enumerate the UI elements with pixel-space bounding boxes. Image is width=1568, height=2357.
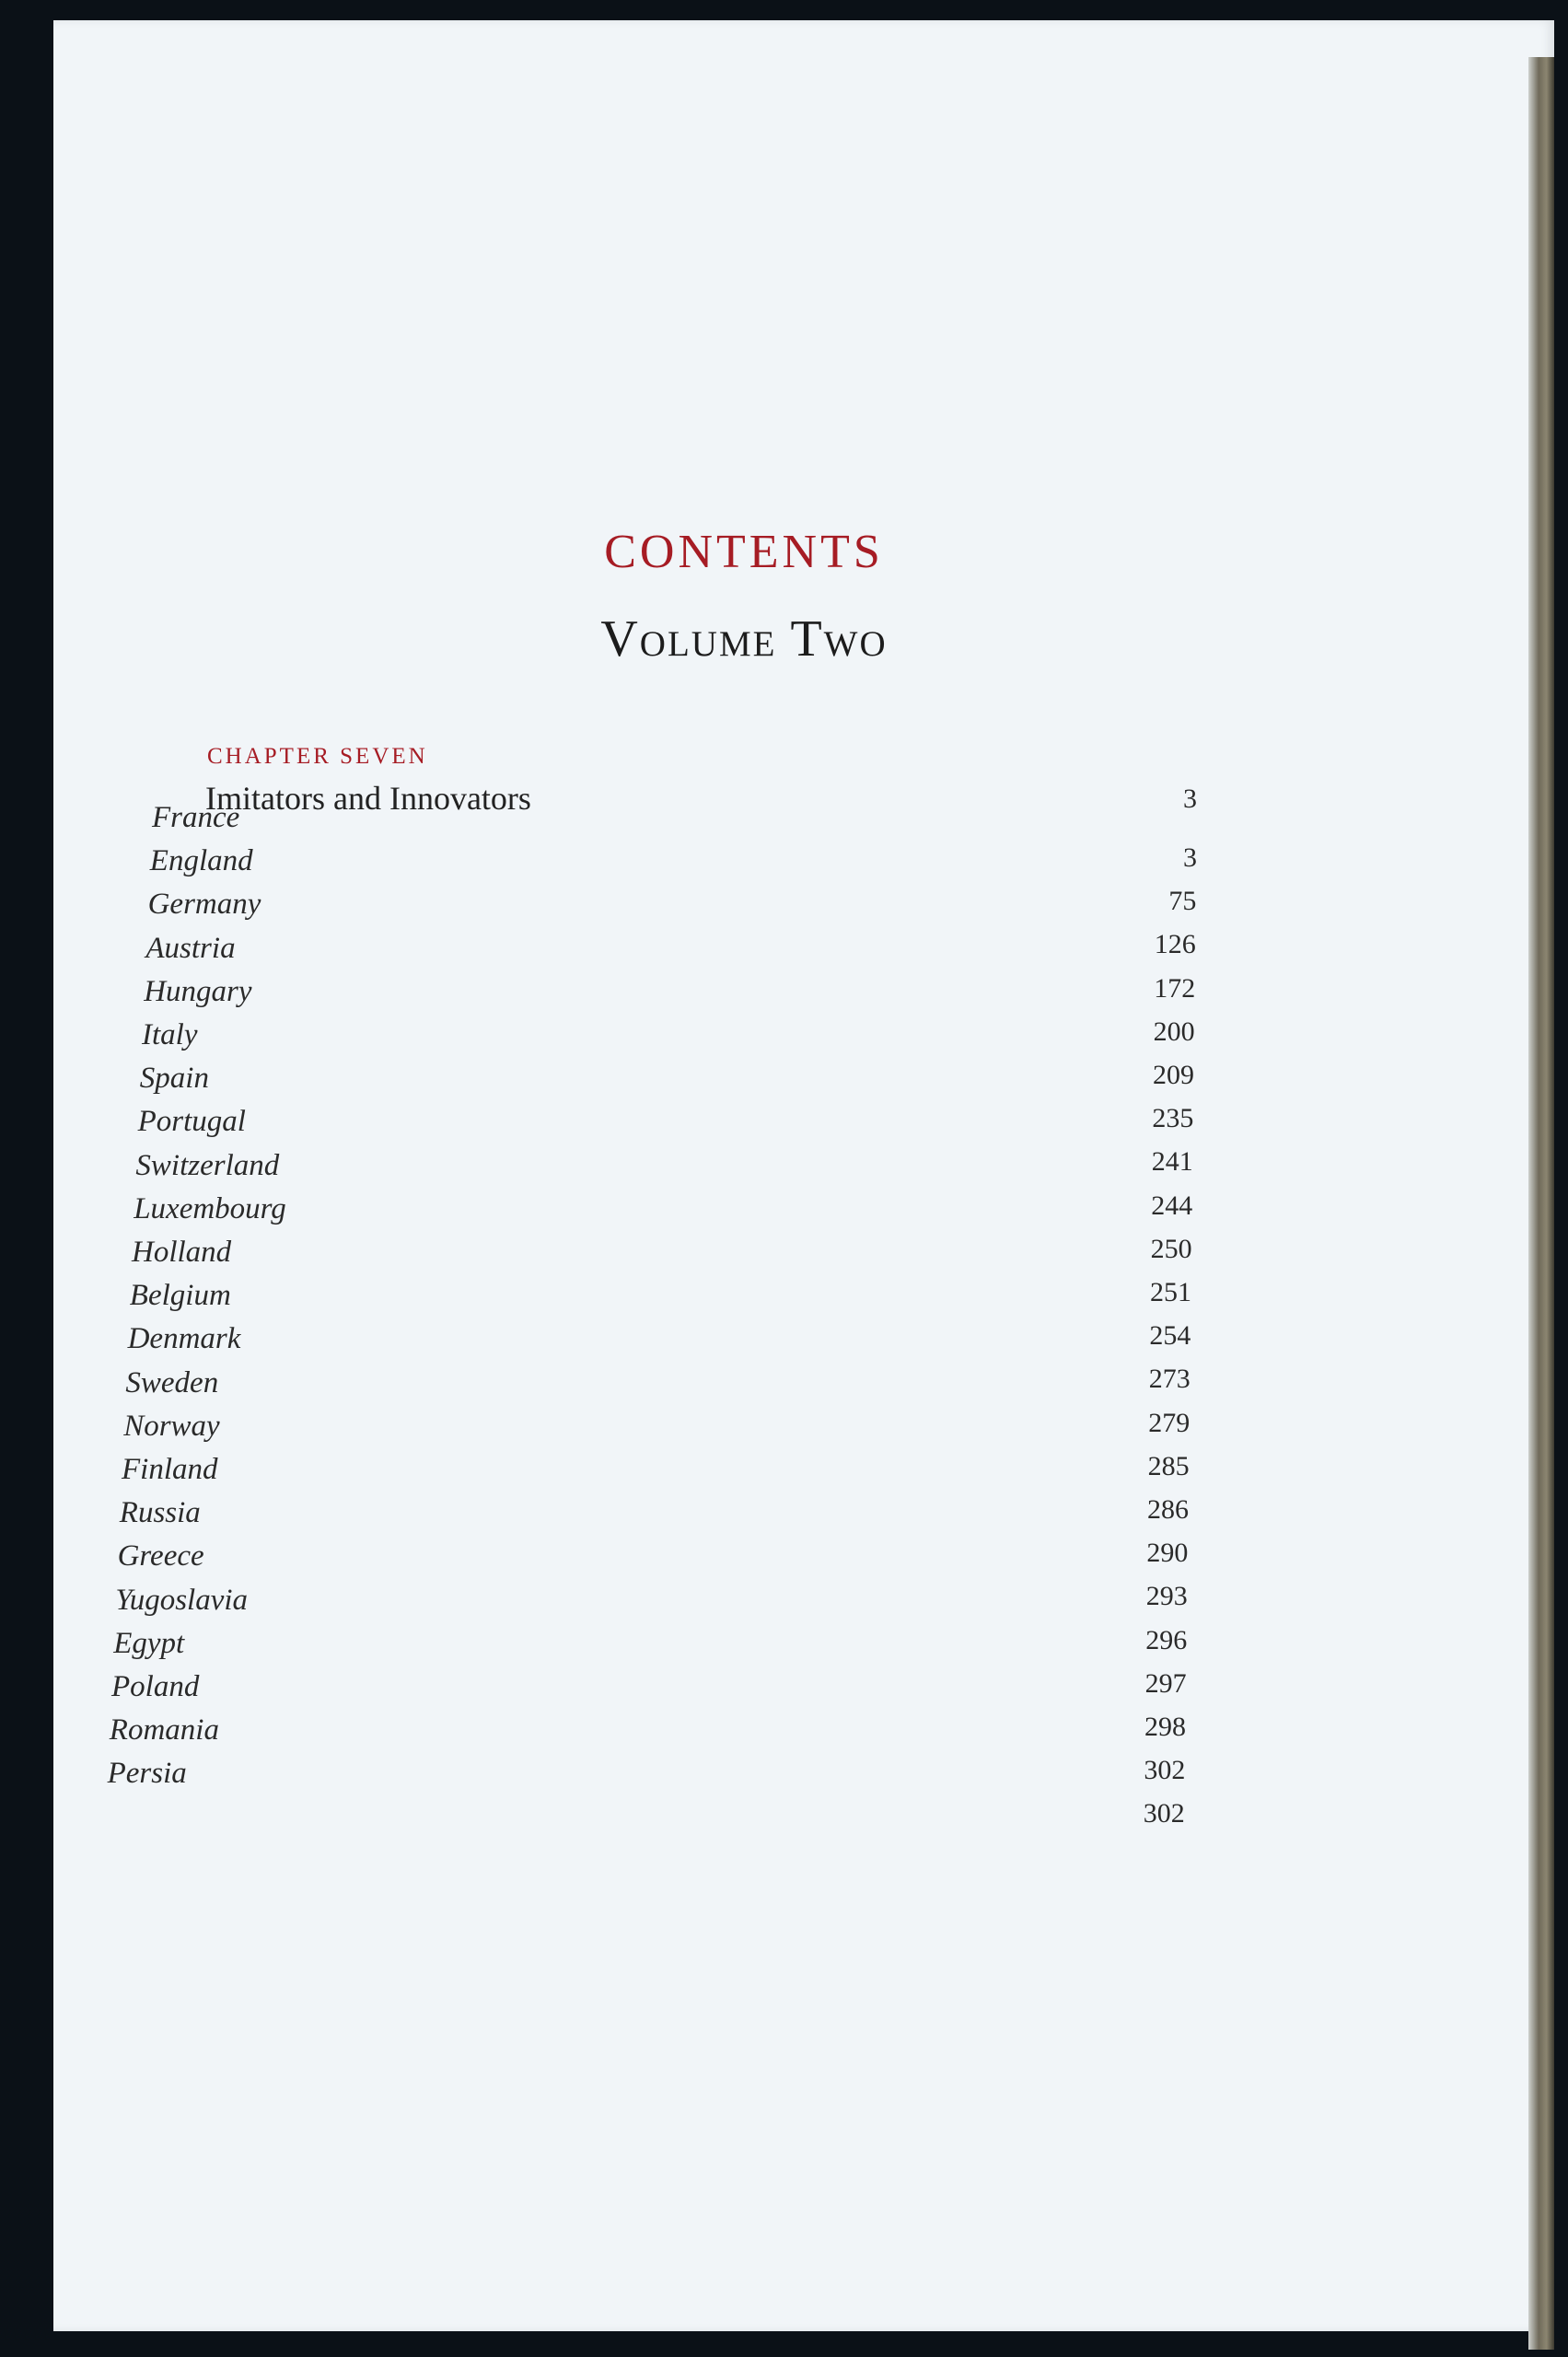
chapter-page-number: 3 <box>1183 784 1197 814</box>
toc-entry-page-number: 209 <box>1153 1060 1194 1090</box>
toc-entry-page-number: 244 <box>1151 1190 1193 1221</box>
chapter-label: CHAPTER SEVEN <box>207 744 428 769</box>
toc-entry-page-number: 172 <box>1154 972 1196 1004</box>
toc-entry-page-number: 254 <box>1149 1320 1191 1352</box>
toc-entry-page-number: 250 <box>1150 1233 1192 1264</box>
toc-entry-page-number: 241 <box>1151 1146 1193 1178</box>
toc-entry-name: England <box>149 844 253 878</box>
toc-entry-name: Poland <box>111 1670 200 1703</box>
volume-heading: Volume Two <box>600 610 888 668</box>
book-page <box>53 20 1554 2331</box>
toc-entry-name: Egypt <box>113 1626 185 1660</box>
toc-entry-name: Russia <box>119 1496 201 1530</box>
toc-entry-name: Yugoslavia <box>115 1583 249 1617</box>
toc-entry-name: Finland <box>122 1453 218 1486</box>
toc-entry-page-number: 286 <box>1147 1494 1189 1525</box>
page-edge <box>1528 57 1554 2350</box>
toc-entry-name: Norway <box>123 1409 220 1443</box>
toc-entry-name: Germany <box>147 888 261 922</box>
toc-entry-page-number: 285 <box>1147 1450 1190 1481</box>
toc-entry-page-number: 302 <box>1143 1798 1185 1829</box>
toc-entry-page-number: 293 <box>1145 1581 1188 1612</box>
toc-entry-page-number: 75 <box>1168 886 1197 917</box>
toc-entry-name: Austria <box>145 931 236 965</box>
toc-entry-page-number: 298 <box>1144 1712 1186 1742</box>
toc-entry-name: Romania <box>109 1713 219 1747</box>
toc-entry-page-number: 251 <box>1150 1277 1191 1307</box>
toc-entry-page-number: 273 <box>1148 1364 1191 1395</box>
toc-entry-page-number: 279 <box>1148 1407 1191 1438</box>
toc-entry-name: Portugal <box>137 1105 246 1139</box>
contents-heading: CONTENTS <box>604 526 884 578</box>
toc-entry-name: Belgium <box>129 1279 231 1313</box>
toc-entry-name: Persia <box>107 1757 187 1791</box>
toc-entry-name: Spain <box>139 1062 209 1096</box>
toc-entry-name: France <box>152 801 240 834</box>
toc-entry-page-number: 200 <box>1153 1016 1195 1047</box>
toc-entry-name: Switzerland <box>135 1148 280 1182</box>
chapter-title: Imitators and Innovators <box>205 780 531 817</box>
toc-entry-page-number: 302 <box>1144 1755 1186 1786</box>
toc-entry-page-number: 126 <box>1154 929 1196 960</box>
toc-entry-name: Greece <box>117 1539 204 1573</box>
toc-entry-name: Sweden <box>125 1365 219 1399</box>
toc-entry-name: Denmark <box>127 1322 241 1356</box>
toc-entry-page-number: 3 <box>1183 842 1197 873</box>
toc-entry-name: Holland <box>132 1236 232 1269</box>
toc-entry-name: Hungary <box>144 974 252 1008</box>
toc-entry-page-number: 235 <box>1152 1103 1194 1134</box>
toc-entry-name: Italy <box>142 1018 198 1051</box>
toc-entry-page-number: 290 <box>1146 1538 1189 1569</box>
toc-entry-page-number: 296 <box>1145 1624 1188 1655</box>
toc-entry-name: Luxembourg <box>134 1191 286 1225</box>
toc-entry-page-number: 297 <box>1144 1667 1187 1699</box>
